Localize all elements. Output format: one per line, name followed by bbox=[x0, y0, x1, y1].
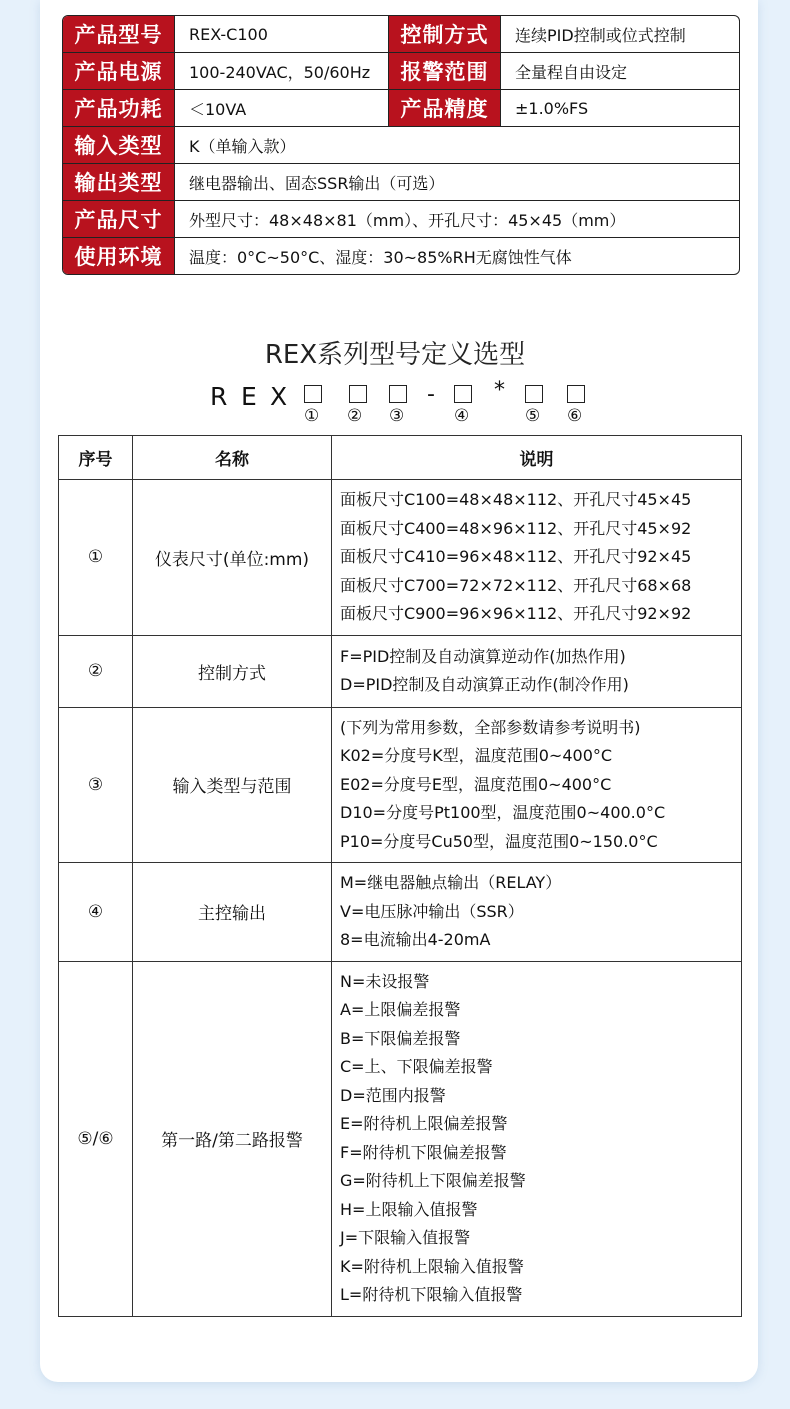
row-number: ② bbox=[59, 635, 133, 707]
spec-value: 继电器输出、固态SSR输出（可选） bbox=[189, 173, 445, 193]
code-number: ③ bbox=[389, 406, 405, 426]
section-title: REX系列型号定义选型 bbox=[264, 340, 526, 370]
description-line: F=PID控制及自动演算逆动作(加热作用) bbox=[340, 646, 626, 666]
spec-label: 使用环境 bbox=[63, 238, 175, 274]
description-line: 8=电流输出4-20mA bbox=[340, 930, 491, 949]
spec-value: ＜10VA bbox=[175, 90, 389, 126]
code-box bbox=[567, 385, 585, 403]
description-line: K=附待机上限输入值报警 bbox=[340, 1256, 524, 1276]
code-number: ⑥ bbox=[567, 406, 583, 426]
spec-value: 全量程自由设定 bbox=[515, 62, 628, 82]
row-name: 仪表尺寸(单位:mm) bbox=[133, 480, 332, 636]
description-line: 面板尺寸C100=48×48×112、开孔尺寸45×45 bbox=[340, 490, 692, 509]
spec-row bbox=[63, 89, 739, 126]
description-line: 面板尺寸C400=48×96×112、开孔尺寸45×92 bbox=[340, 518, 692, 538]
code-box bbox=[525, 385, 543, 403]
description-line: C=上、下限偏差报警 bbox=[340, 1057, 493, 1076]
spec-value: 连续PID控制或位式控制 bbox=[515, 25, 686, 45]
description-line: D=PID控制及自动演算正动作(制冷作用) bbox=[340, 675, 629, 694]
row-description bbox=[332, 961, 742, 1316]
row-description bbox=[332, 480, 742, 636]
row-number: ④ bbox=[59, 863, 133, 962]
row-number: ③ bbox=[59, 707, 133, 863]
spec-label: 产品尺寸 bbox=[63, 201, 175, 237]
table-row bbox=[59, 961, 742, 1316]
row-description bbox=[332, 635, 742, 707]
spec-row bbox=[63, 163, 739, 200]
spec-label: 产品精度 bbox=[389, 90, 501, 126]
description-line: 面板尺寸C410=96×48×112、开孔尺寸92×45 bbox=[340, 547, 692, 566]
model-code bbox=[0, 380, 790, 430]
description-line: (下列为常用参数，全部参数请参考说明书) bbox=[340, 717, 641, 737]
column-header: 序号 bbox=[59, 436, 133, 480]
description-line: H=上限输入值报警 bbox=[340, 1199, 478, 1219]
table-row bbox=[59, 480, 742, 636]
table-row bbox=[59, 635, 742, 707]
description-line: A=上限偏差报警 bbox=[340, 1000, 461, 1019]
code-letter: X bbox=[270, 382, 288, 411]
column-header: 名称 bbox=[133, 436, 332, 480]
spec-value: 外型尺寸：48×48×81（mm）、开孔尺寸：45×45（mm） bbox=[189, 210, 626, 230]
code-box bbox=[389, 385, 407, 403]
description-line: J=下限输入值报警 bbox=[340, 1228, 471, 1247]
description-line: V=电压脉冲输出（SSR） bbox=[340, 901, 524, 921]
row-description bbox=[332, 707, 742, 863]
spec-label: 报警范围 bbox=[389, 53, 501, 89]
code-box bbox=[304, 385, 322, 403]
code-number: ⑤ bbox=[525, 406, 541, 426]
code-dash: - bbox=[427, 382, 435, 407]
spec-label: 产品型号 bbox=[63, 16, 175, 52]
spec-value: 100-240VAC，50/60Hz bbox=[175, 53, 389, 89]
spec-label: 控制方式 bbox=[389, 16, 501, 52]
description-line: N=未设报警 bbox=[340, 971, 430, 991]
spec-row bbox=[63, 126, 739, 163]
description-line: D=范围内报警 bbox=[340, 1085, 446, 1105]
code-letter: R bbox=[210, 382, 228, 411]
description-line: D10=分度号Pt100型，温度范围0~400.0°C bbox=[340, 803, 666, 822]
table-header-row bbox=[59, 436, 742, 480]
row-number: ⑤/⑥ bbox=[59, 961, 133, 1316]
spec-row bbox=[63, 16, 739, 52]
description-line: G=附待机上下限偏差报警 bbox=[340, 1171, 526, 1190]
spec-table bbox=[62, 15, 740, 275]
spec-label: 输入类型 bbox=[63, 127, 175, 163]
row-name: 第一路/第二路报警 bbox=[133, 961, 332, 1316]
spec-value: K（单输入款） bbox=[189, 136, 296, 156]
description-line: F=附待机下限偏差报警 bbox=[340, 1142, 507, 1162]
description-line: 面板尺寸C900=96×96×112、开孔尺寸92×92 bbox=[340, 604, 692, 623]
spec-value: REX-C100 bbox=[175, 16, 389, 52]
spec-value: ±1.0%FS bbox=[515, 98, 589, 118]
model-table bbox=[58, 435, 742, 1317]
code-letter: E bbox=[241, 382, 257, 411]
code-box bbox=[454, 385, 472, 403]
description-line: 面板尺寸C700=72×72×112、开孔尺寸68×68 bbox=[340, 575, 692, 595]
row-name: 主控输出 bbox=[133, 863, 332, 962]
table-row bbox=[59, 863, 742, 962]
description-line: M=继电器触点输出（RELAY） bbox=[340, 873, 562, 892]
description-line: E02=分度号E型，温度范围0~400°C bbox=[340, 774, 612, 794]
spec-label: 输出类型 bbox=[63, 164, 175, 200]
spec-row bbox=[63, 237, 739, 274]
spec-value: 温度：0°C~50°C、湿度：30~85%RH无腐蚀性气体 bbox=[189, 247, 572, 267]
description-line: B=下限偏差报警 bbox=[340, 1028, 461, 1048]
row-name: 输入类型与范围 bbox=[133, 707, 332, 863]
column-header: 说明 bbox=[332, 436, 742, 480]
table-row bbox=[59, 707, 742, 863]
spec-label: 产品电源 bbox=[63, 53, 175, 89]
row-name: 控制方式 bbox=[133, 635, 332, 707]
row-description bbox=[332, 863, 742, 962]
row-number: ① bbox=[59, 480, 133, 636]
description-line: E=附待机上限偏差报警 bbox=[340, 1114, 508, 1133]
spec-label: 产品功耗 bbox=[63, 90, 175, 126]
description-line: P10=分度号Cu50型，温度范围0~150.0°C bbox=[340, 831, 658, 851]
spec-row bbox=[63, 52, 739, 89]
code-star: * bbox=[494, 378, 505, 403]
description-line: K02=分度号K型，温度范围0~400°C bbox=[340, 746, 613, 765]
description-line: L=附待机下限输入值报警 bbox=[340, 1285, 523, 1304]
code-number: ② bbox=[347, 406, 363, 426]
code-number: ④ bbox=[454, 406, 470, 426]
code-box bbox=[349, 385, 367, 403]
code-number: ① bbox=[304, 406, 320, 426]
spec-row bbox=[63, 200, 739, 237]
